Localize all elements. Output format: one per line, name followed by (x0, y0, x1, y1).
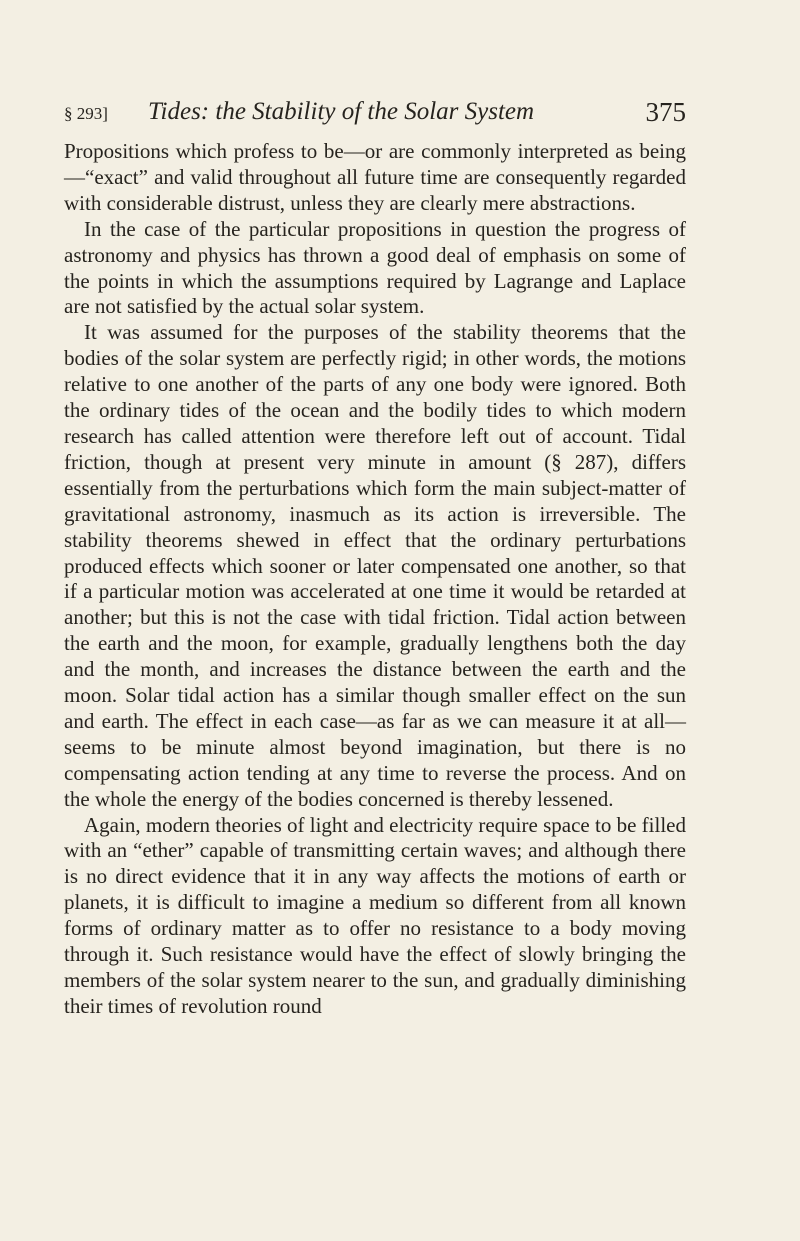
paragraph-1: Propositions which profess to be—or are commonly interpreted as being—“exact” and valid throughout all future time are consequently regarded with considerable distrust, unless they are clearly mere abstractions. (64, 139, 686, 215)
running-title: Tides: the Stability of the Solar System (148, 98, 535, 125)
running-header (64, 92, 686, 132)
page-number: 375 (645, 97, 686, 127)
paragraph-3: It was assumed for the purposes of the stability theorems that the bodies of the solar system are perfectly rigid; in other words, the motions relative to one another of the parts of any one body were ignored. Both the ordinary tides of the ocean and the bodily tides to which modern research has called attention were therefore left out of account. Tidal friction, though at present very minute in amount (§ 287), differs essentially from the perturbations which form the main subject-matter of gravitational astronomy, inasmuch as its action is irreversible. The stability theorems shewed in effect that the ordinary perturbations produced effects which sooner or later compensated one another, so that if a particular motion was accelerated at one time it would be retarded at another; but this is not the case with tidal friction. Tidal action between the earth and the moon, for example, gradually lengthens both the day and the month, and increases the distance between the earth and the moon. Solar tidal action has a similar though smaller effect on the sun and earth. The effect in each case—as far as we can measure it at all—seems to be minute almost beyond imagination, but there is no compensating action tending at any time to reverse the process. And on the whole the energy of the bodies concerned is thereby lessened. (64, 320, 686, 811)
paragraph-4: Again, modern theories of light and electricity require space to be filled with an “ether” capable of transmitting certain waves; and although there is no direct evidence that it in any way affects the motions of earth or planets, it is difficult to imagine a medium so different from all known forms of ordinary matter as to offer no resistance to a body moving through it. Such resistance would have the effect of slowly bringing the members of the solar system nearer to the sun, and gradually diminishing their times of revolution round (64, 812, 686, 1018)
paragraph-2: In the case of the particular propositions in question the progress of astronomy and physics has thrown a good deal of emphasis on some of the points in which the assumptions required by Lagrange and Laplace are not satisfied by the actual solar system. (64, 216, 686, 319)
body-text (64, 139, 686, 1020)
section-reference: § 293] (64, 104, 108, 123)
